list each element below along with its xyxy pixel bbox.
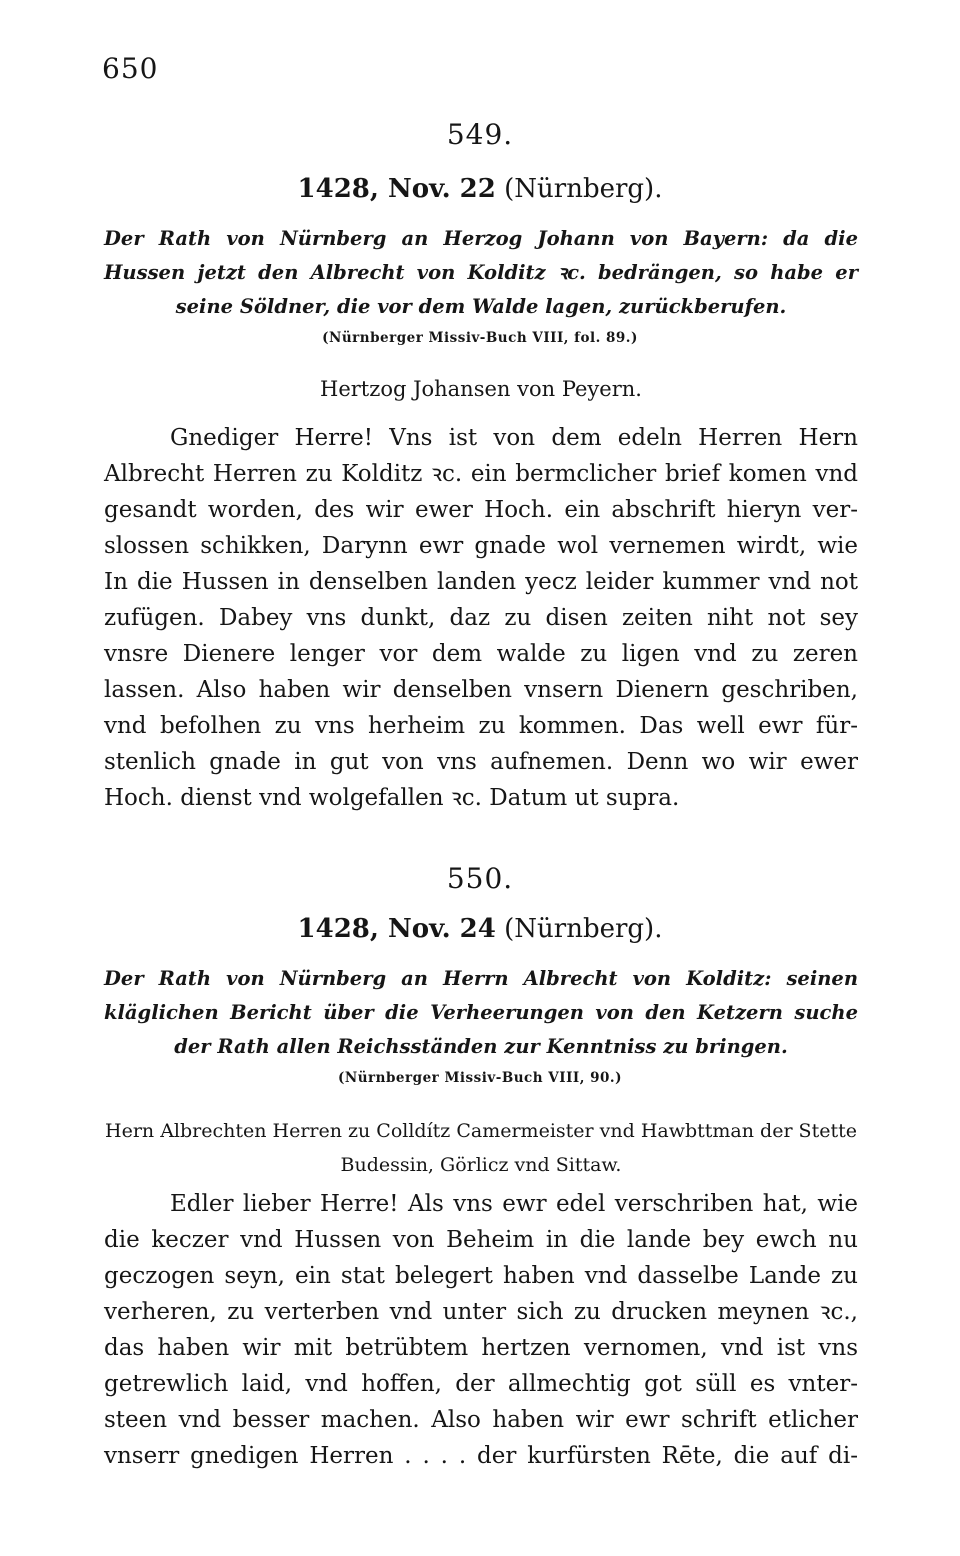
- page-number: 650: [102, 52, 159, 85]
- document-summary: Der Rath von Nürnberg an Herrn Albrecht von Kolditz: seinen kläglichen Bericht über die Verheerungen von den Ketzern suche der Rath allen Reichsständen zur Kenntniss zu bringen.: [104, 967, 858, 1058]
- body-line: Edler lieber Herre! Als vns ewr edel verschriben hat, wie: [170, 1191, 858, 1217]
- date-text: 1428, Nov. 24: [297, 914, 496, 944]
- body-line: Gnediger Herre! Vns ist von dem edeln Herren Hern: [170, 425, 858, 451]
- document-summary: Der Rath von Nürnberg an Herzog Johann von Bayern: da die Hussen jetzt den Albrecht von Kolditz ꝛc. bedrängen, so habe er seine Söldner, die vor dem Walde lagen, zurückberufen.: [104, 227, 858, 318]
- addressee-line: Hertzog Johansen von Peyern.: [320, 377, 642, 401]
- body-line: verheren, zu verterben vnd unter sich zu drucken meynen ꝛc.,: [104, 1299, 858, 1325]
- addressee: [104, 1114, 858, 1182]
- body-line: stenlich gnade in gut von vns aufnemen. Denn wo wir ewer: [104, 749, 858, 775]
- body-line: vnd befolhen zu vns herheim zu kommen. Das well ewr für-: [104, 713, 858, 739]
- body-line: die keczer vnd Hussen von Beheim in die lande bey ewch nu: [104, 1227, 858, 1253]
- body-line: geczogen seyn, ein stat belegert haben vnd dasselbe Lande zu: [104, 1263, 858, 1289]
- body-line: getrewlich laid, vnd hoffen, der allmechtig got süll es vnter-: [104, 1371, 858, 1397]
- addressee: [104, 372, 858, 406]
- document-date: [0, 914, 960, 944]
- addressee-line: Budessin, Görlicz vnd Sittaw.: [340, 1154, 622, 1176]
- document-number: 550.: [446, 862, 514, 895]
- body-line: steen vnd besser machen. Also haben wir ewr schrift etlicher: [104, 1407, 858, 1433]
- addressee-line: Hern Albrechten Herren zu Colldítz Camermeister vnd Hawbttman der Stette: [105, 1120, 857, 1142]
- body-line: lassen. Also haben wir denselben vnsern Dienern geschriben,: [104, 677, 858, 703]
- body-line: zufügen. Dabey vns dunkt, daz zu disen zeiten niht not sey: [104, 605, 858, 631]
- source-citation: (Nürnberger Missiv-Buch VIII, fol. 89.): [322, 330, 638, 346]
- body-line: In die Hussen in denselben landen yecz leider kummer vnd not: [104, 569, 858, 595]
- place-text: (Nürnberg).: [504, 914, 663, 944]
- body-line: vnserr gnedigen Herren . . . . der kurfürsten Rēte, die auf di-: [104, 1443, 858, 1469]
- body-line: slossen schikken, Darynn ewr gnade wol vernemen wirdt, wie: [104, 533, 858, 559]
- document-number: 549.: [446, 118, 514, 151]
- date-text: 1428, Nov. 22: [297, 174, 496, 204]
- body-line: Hoch. dienst vnd wolgefallen ꝛc. Datum ut supra.: [104, 785, 680, 811]
- document-date: [0, 174, 960, 204]
- source-citation: (Nürnberger Missiv-Buch VIII, 90.): [338, 1070, 622, 1086]
- body-line: vnsre Dienere lenger vor dem walde zu ligen vnd zu zeren: [104, 641, 858, 667]
- body-line: das haben wir mit betrübtem hertzen vernomen, vnd ist vns: [104, 1335, 858, 1361]
- body-line: gesandt worden, des wir ewer Hoch. ein abschrift hieryn ver-: [104, 497, 858, 523]
- place-text: (Nürnberg).: [504, 174, 663, 204]
- body-line: Albrecht Herren zu Kolditz ꝛc. ein bermclicher brief komen vnd: [104, 461, 858, 487]
